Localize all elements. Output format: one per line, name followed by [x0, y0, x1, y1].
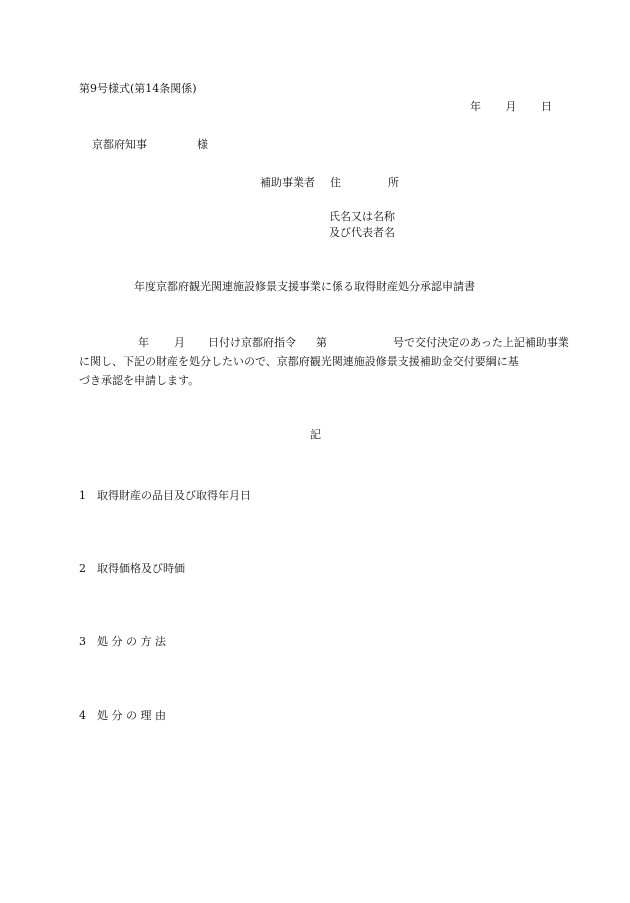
applicant-label: 補助事業者 — [260, 176, 315, 189]
date-day: 日 — [541, 100, 552, 113]
body-rest: 号で交付決定のあった上記補助事業 — [393, 336, 569, 349]
address-label-1: 住 — [330, 176, 341, 189]
item-2: 2 取得価格及び時価 — [79, 562, 185, 575]
date-month: 月 — [505, 100, 517, 113]
item-3: 3 処 分 の 方 法 — [79, 635, 166, 648]
ki-heading: 記 — [310, 428, 321, 441]
name-label: 氏名又は名称 — [329, 210, 395, 223]
addressee: 京都府知事 — [92, 138, 147, 151]
document-title: 年度京都府観光関連施設修景支援事業に係る取得財産処分承認申請書 — [134, 280, 475, 293]
body-line-2: に関し、下記の財産を処分したいので、京都府観光関連施設修景支援補助金交付要綱に基 — [79, 355, 519, 368]
date-year: 年 — [470, 100, 481, 113]
addressee-suffix: 様 — [197, 138, 208, 151]
item-4: 4 処 分 の 理 由 — [79, 709, 166, 722]
body-month: 月 — [174, 336, 185, 349]
form-number: 第9号様式(第14条関係) — [79, 82, 197, 95]
item-1: 1 取得財産の品目及び取得年月日 — [79, 489, 251, 502]
body-line-3: づき承認を申請します。 — [79, 374, 200, 387]
representative-label: 及び代表者名 — [329, 226, 395, 239]
addressee-line — [92, 138, 208, 152]
body-dated: 日付け京都府指令 — [208, 336, 296, 349]
body-year: 年 — [138, 336, 149, 349]
body-no: 第 — [316, 336, 327, 349]
applicant-address-line — [260, 176, 399, 190]
address-label-2: 所 — [388, 176, 399, 189]
date-line — [470, 100, 552, 114]
